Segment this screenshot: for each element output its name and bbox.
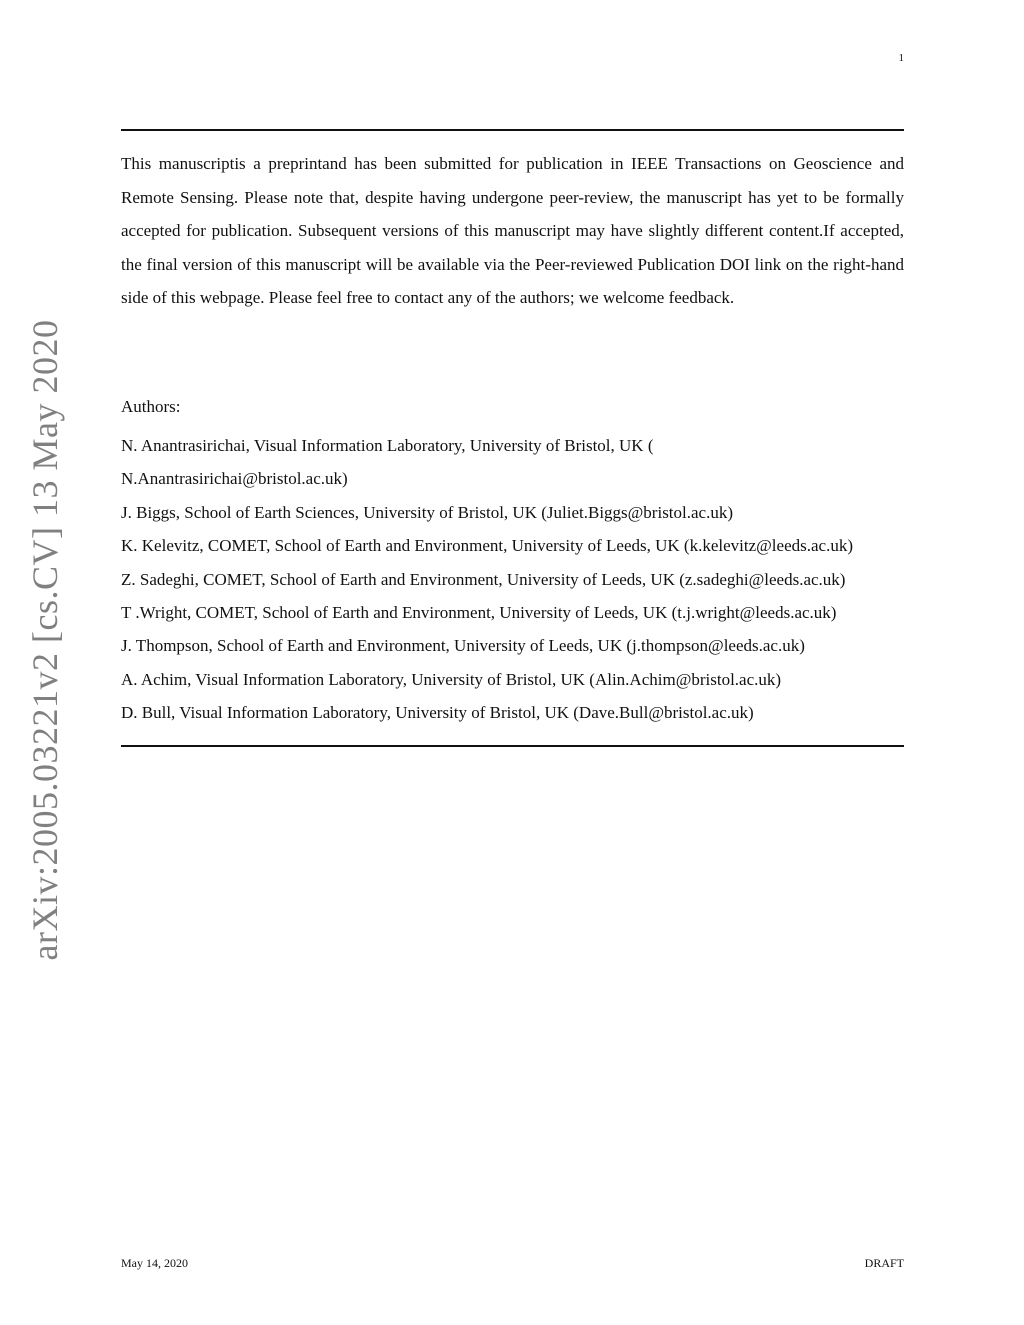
author-entry: K. Kelevitz, COMET, School of Earth and Environment, University of Leeds, UK (k.kelevitz@leeds.ac.uk) — [121, 536, 853, 556]
footer-status: DRAFT — [864, 1256, 904, 1270]
authors-heading: Authors: — [121, 397, 181, 416]
author-entry: D. Bull, Visual Information Laboratory, University of Bristol, UK (Dave.Bull@bristol.ac.uk) — [121, 703, 754, 723]
author-entry: J. Biggs, School of Earth Sciences, University of Bristol, UK (Juliet.Biggs@bristol.ac.uk) — [121, 502, 734, 522]
preprint-notice: This manuscriptis a preprintand has been submitted for publication in IEEE Transactions on Geoscience and Remote Sensing. Please note that, despite having undergone peer-review, the manuscript has yet to be formally accepted for publication. Subsequent versions of this manuscript may have slightly different content.If accepted, the final version of this manuscript will be available via the Peer-reviewed Publication DOI link on the right-hand side of this webpage. Please feel free to contact any of the authors; we welcome feedback. — [121, 154, 904, 308]
page-number: 1 — [898, 52, 904, 64]
author-entry: Z. Sadeghi, COMET, School of Earth and Environment, University of Leeds, UK (z.sadeghi@leeds.ac.uk) — [121, 569, 846, 589]
bottom-divider — [121, 745, 904, 747]
author-entry: J. Thompson, School of Earth and Environment, University of Leeds, UK (j.thompson@leeds.ac.uk) — [121, 636, 805, 656]
author-entry: A. Achim, Visual Information Laboratory, University of Bristol, UK (Alin.Achim@bristol.ac.uk) — [121, 669, 782, 689]
arxiv-identifier-stamp: arXiv:2005.03221v2 [cs.CV] 13 May 2020 — [25, 319, 65, 961]
author-entry-line-1: N. Anantrasirichai, Visual Information Laboratory, University of Bristol, UK ( — [121, 436, 654, 455]
author-entry — [121, 429, 904, 496]
author-list — [121, 429, 904, 730]
top-divider — [121, 129, 904, 131]
author-entry: T .Wright, COMET, School of Earth and Environment, University of Leeds, UK (t.j.wright@leeds.ac.uk) — [121, 603, 837, 623]
author-entry-line-2: N.Anantrasirichai@bristol.ac.uk) — [121, 469, 348, 489]
footer-date: May 14, 2020 — [121, 1256, 188, 1270]
